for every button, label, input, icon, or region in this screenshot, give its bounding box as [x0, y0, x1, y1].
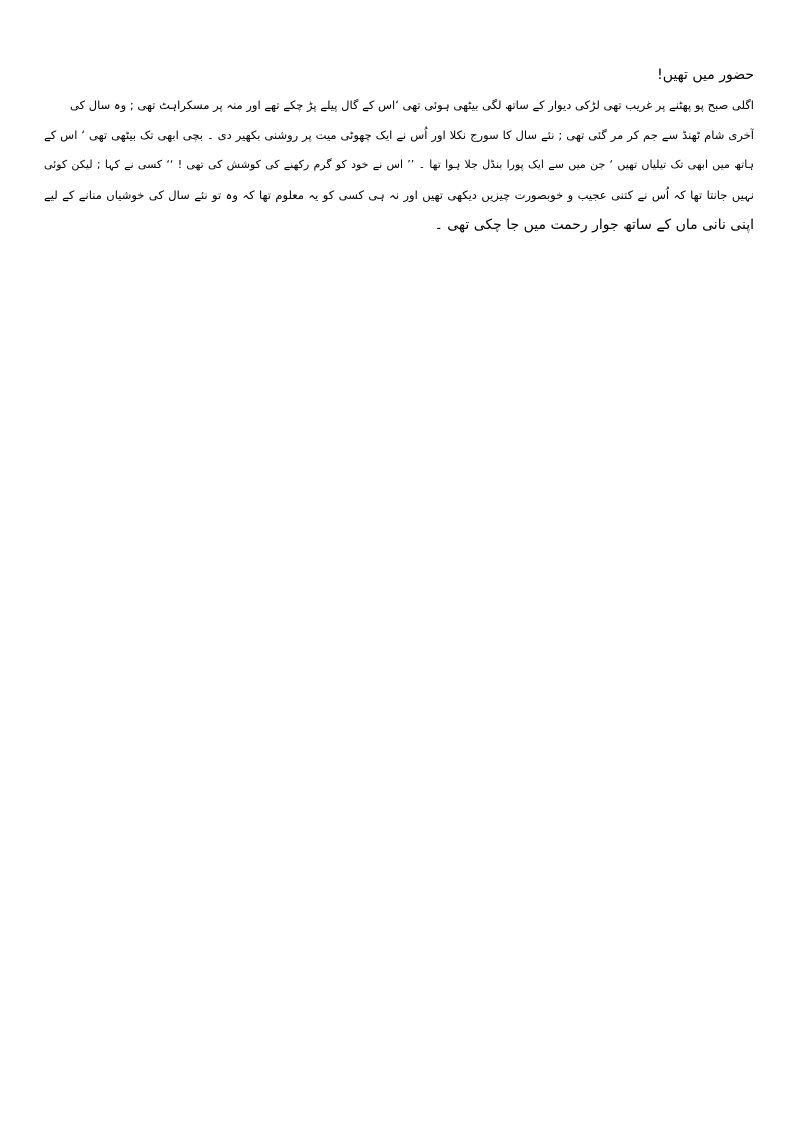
text-line-1: اگلی صبح پو پھٹنے پر غریب تھی لڑکی دیوار کے ساتھ لگی بیٹھی ہوئی تھی ‘اس کے گال پیلے پڑ چکے تھے اور منہ پر مسکراہٹ تھی ; وہ سال کی	[70, 98, 754, 112]
text-line-2: آخری شام ٹھنڈ سے جم کر مر گئی تھی ; نئے سال کا سورج نکلا اور اُس نے ایک چھوٹی میت پر روشنی بکھیر دی ۔ بچی ابھی تک بیٹھی تھی ‘ اس کے	[44, 128, 754, 142]
paragraph-heading: حضور میں تھیں!	[657, 67, 754, 83]
text-line-5: اپنی نانی ماں کے ساتھ جوار رحمت میں جا چکی تھی ۔	[434, 217, 754, 233]
text-line-3: ہاتھ میں ابھی تک تیلیاں تھیں ‘ جن میں سے ایک پورا بنڈل جلا ہوا تھا ۔ ’’ اس نے خود کو گرم رکھنے کی کوشش کی تھی ! ‘‘ کسی نے کہا ; لیکن کوئی	[44, 158, 754, 171]
text-line-4: نہیں جانتا تھا کہ اُس نے کتنی عجیب و خوبصورت چیزیں دیکھی تھیں اور نہ ہی کسی کو یہ معلوم تھا کہ وہ تو نئے سال کی خوشیاں منانے کے لیے	[44, 188, 754, 202]
urdu-text-block	[44, 60, 754, 240]
